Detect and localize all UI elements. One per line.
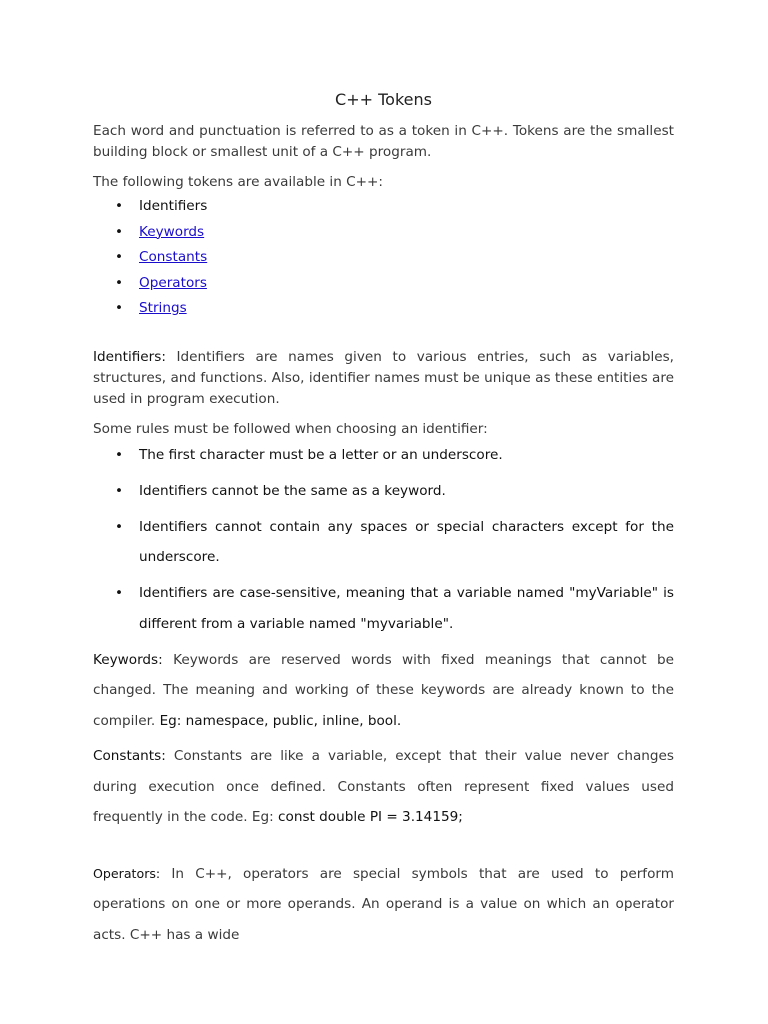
- bullet-icon: •: [115, 518, 124, 535]
- token-link-keywords[interactable]: Keywords: [139, 223, 205, 240]
- bullet-icon: •: [115, 482, 124, 499]
- list-item: [93, 578, 674, 639]
- token-definitions: [93, 645, 674, 951]
- bullet-icon: •: [115, 249, 124, 265]
- identifiers-paragraph: [93, 347, 674, 410]
- list-item: [93, 440, 674, 471]
- constants-text: Constants are like a variable, except that their value never changes during execution once defined. Constants often represent fixed values used frequently in the code. Eg:: [93, 748, 674, 825]
- bullet-icon: •: [115, 198, 124, 214]
- bullet-icon: •: [115, 446, 124, 463]
- intro-paragraph: Each word and punctuation is referred to as a token in C++. Tokens are the smallest building block or smallest unit of a C++ program.: [93, 123, 674, 160]
- rule-text: Identifiers cannot be the same as a keyword.: [139, 482, 446, 499]
- list-item: [93, 194, 674, 220]
- list-item: [93, 271, 674, 297]
- rule-text: Identifiers cannot contain any spaces or special characters except for the underscore.: [139, 518, 674, 565]
- document-body: [93, 88, 674, 950]
- token-link-operators[interactable]: Operators: [139, 274, 207, 291]
- bullet-icon: •: [115, 585, 124, 601]
- constants-term: Constants:: [93, 748, 166, 764]
- page-title: C++ Tokens: [335, 90, 432, 109]
- constants-example: const double PI = 3.14159;: [278, 809, 463, 825]
- operators-term: Operators:: [93, 865, 161, 881]
- rule-text: The first character must be a letter or an underscore.: [139, 446, 503, 463]
- constants-paragraph: [93, 741, 674, 833]
- keywords-term: Keywords:: [93, 651, 163, 668]
- bullet-icon: •: [115, 274, 124, 291]
- token-link-strings[interactable]: Strings: [139, 300, 187, 316]
- token-link-constants[interactable]: Constants: [139, 249, 208, 265]
- identifiers-term: Identifiers:: [93, 348, 166, 365]
- token-list: [93, 194, 674, 322]
- token-item-identifiers: Identifiers: [139, 198, 208, 214]
- operators-paragraph: [93, 859, 674, 951]
- list-item: [93, 245, 674, 271]
- list-item: [93, 296, 674, 322]
- rules-lead: Some rules must be followed when choosing an identifier:: [93, 420, 488, 437]
- list-item: [93, 512, 674, 573]
- tokens-lead: The following tokens are available in C++:: [93, 174, 384, 190]
- keywords-example: Eg: namespace, public, inline, bool.: [159, 712, 402, 729]
- bullet-icon: •: [115, 300, 124, 316]
- identifiers-text: Identifiers are names given to various entries, such as variables, structures, and functions. Also, identifier names must be unique as these entities are used in program execution.: [93, 348, 674, 407]
- operators-text: In C++, operators are special symbols that are used to perform operations on one or more operands. An operand is a value on which an operator acts. C++ has a wide: [93, 865, 674, 943]
- bullet-icon: •: [115, 223, 124, 240]
- rule-text: Identifiers are case-sensitive, meaning that a variable named "myVariable" is different from a variable named "myvariable".: [139, 585, 674, 632]
- list-item: [93, 220, 674, 246]
- keywords-text: Keywords are reserved words with fixed meanings that cannot be changed. The meaning and working of these keywords are already known to the compiler.: [93, 651, 674, 729]
- rules-list: [93, 440, 674, 640]
- keywords-paragraph: [93, 645, 674, 737]
- list-item: [93, 476, 674, 507]
